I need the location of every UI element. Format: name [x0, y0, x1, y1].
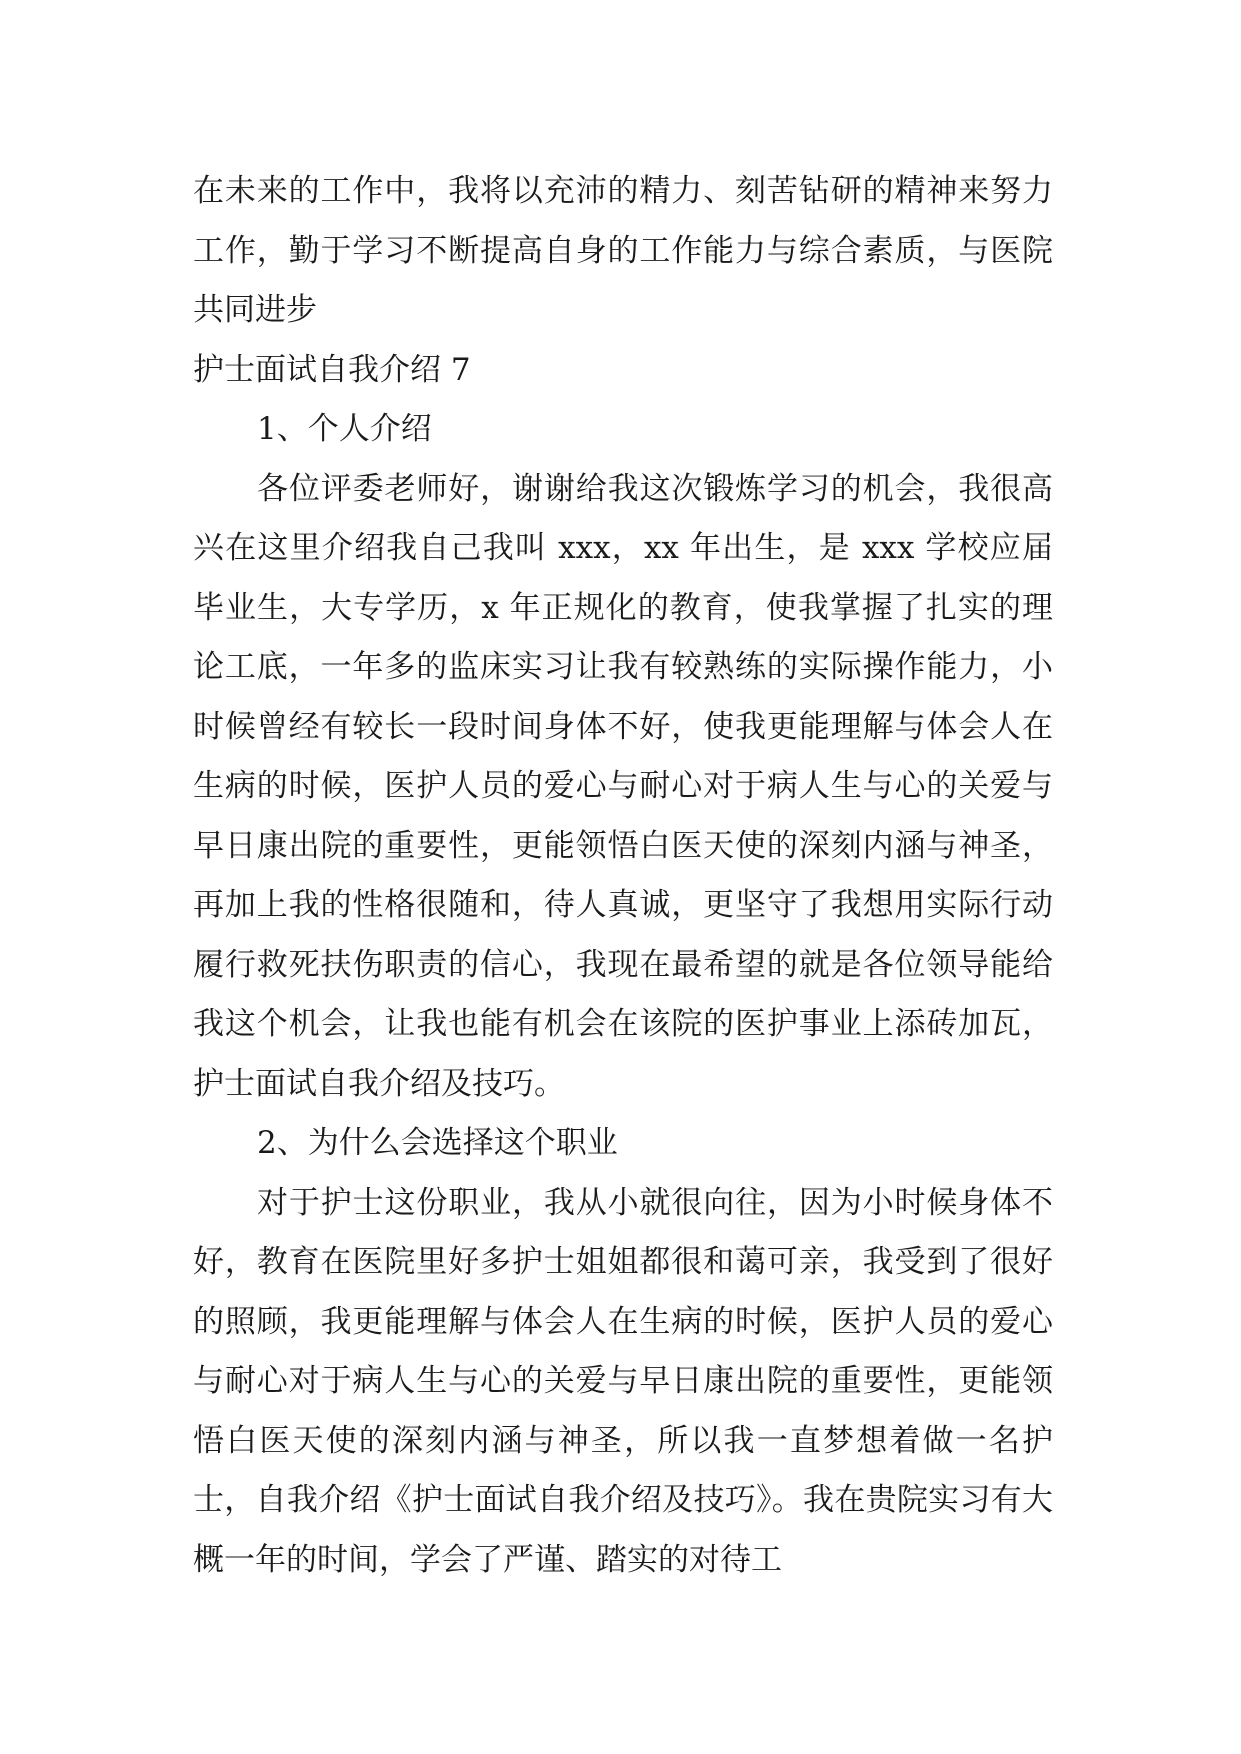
paragraph-personal-intro: 各位评委老师好，谢谢给我这次锻炼学习的机会，我很高兴在这里介绍我自己我叫 xxx，xx 年出生，是 xxx 学校应届毕业生，大专学历，x 年正规化的教育，使我掌握了扎实的理论工底，一年多的监床实习让我有较熟练的实际操作能力，小时候曾经有较长一段时间身体不好，使我更能理解与体会人在生病的时候，医护人员的爱心与耐心对于病人生与心的关爱与早日康出院的重要性，更能领悟白医天使的深刻内涵与神圣，再加上我的性格很随和，待人真诚，更坚守了我想用实际行动履行救死扶伤职责的信心，我现在最希望的就是各位领导能给我这个机会，让我也能有机会在该院的医护事业上添砖加瓦，护士面试自我介绍及技巧。 — [193, 470, 1053, 1102]
section-title: 护士面试自我介绍 7 — [193, 351, 471, 388]
paragraph-why-career: 对于护士这份职业，我从小就很向往，因为小时候身体不好，教育在医院里好多护士姐姐都很和蔼可亲，我受到了很好的照顾，我更能理解与体会人在生病的时候，医护人员的爱心与耐心对于病人生与心的关爱与早日康出院的重要性，更能领悟白医天使的深刻内涵与神圣，所以我一直梦想着做一名护士，自我介绍《护士面试自我介绍及技巧》。我在贵院实习有大概一年的时间，学会了严谨、踏实的对待工 — [193, 1184, 1053, 1578]
paragraph-closing: 在未来的工作中，我将以充沛的精力、刻苦钻研的精神来努力工作，勤于学习不断提高自身的工作能力与综合素质，与医院共同进步 — [193, 173, 1053, 328]
document-body — [193, 162, 1053, 1590]
subheading-personal-intro: 1、个人介绍 — [257, 411, 432, 447]
subheading-why-career: 2、为什么会选择这个职业 — [257, 1125, 618, 1161]
